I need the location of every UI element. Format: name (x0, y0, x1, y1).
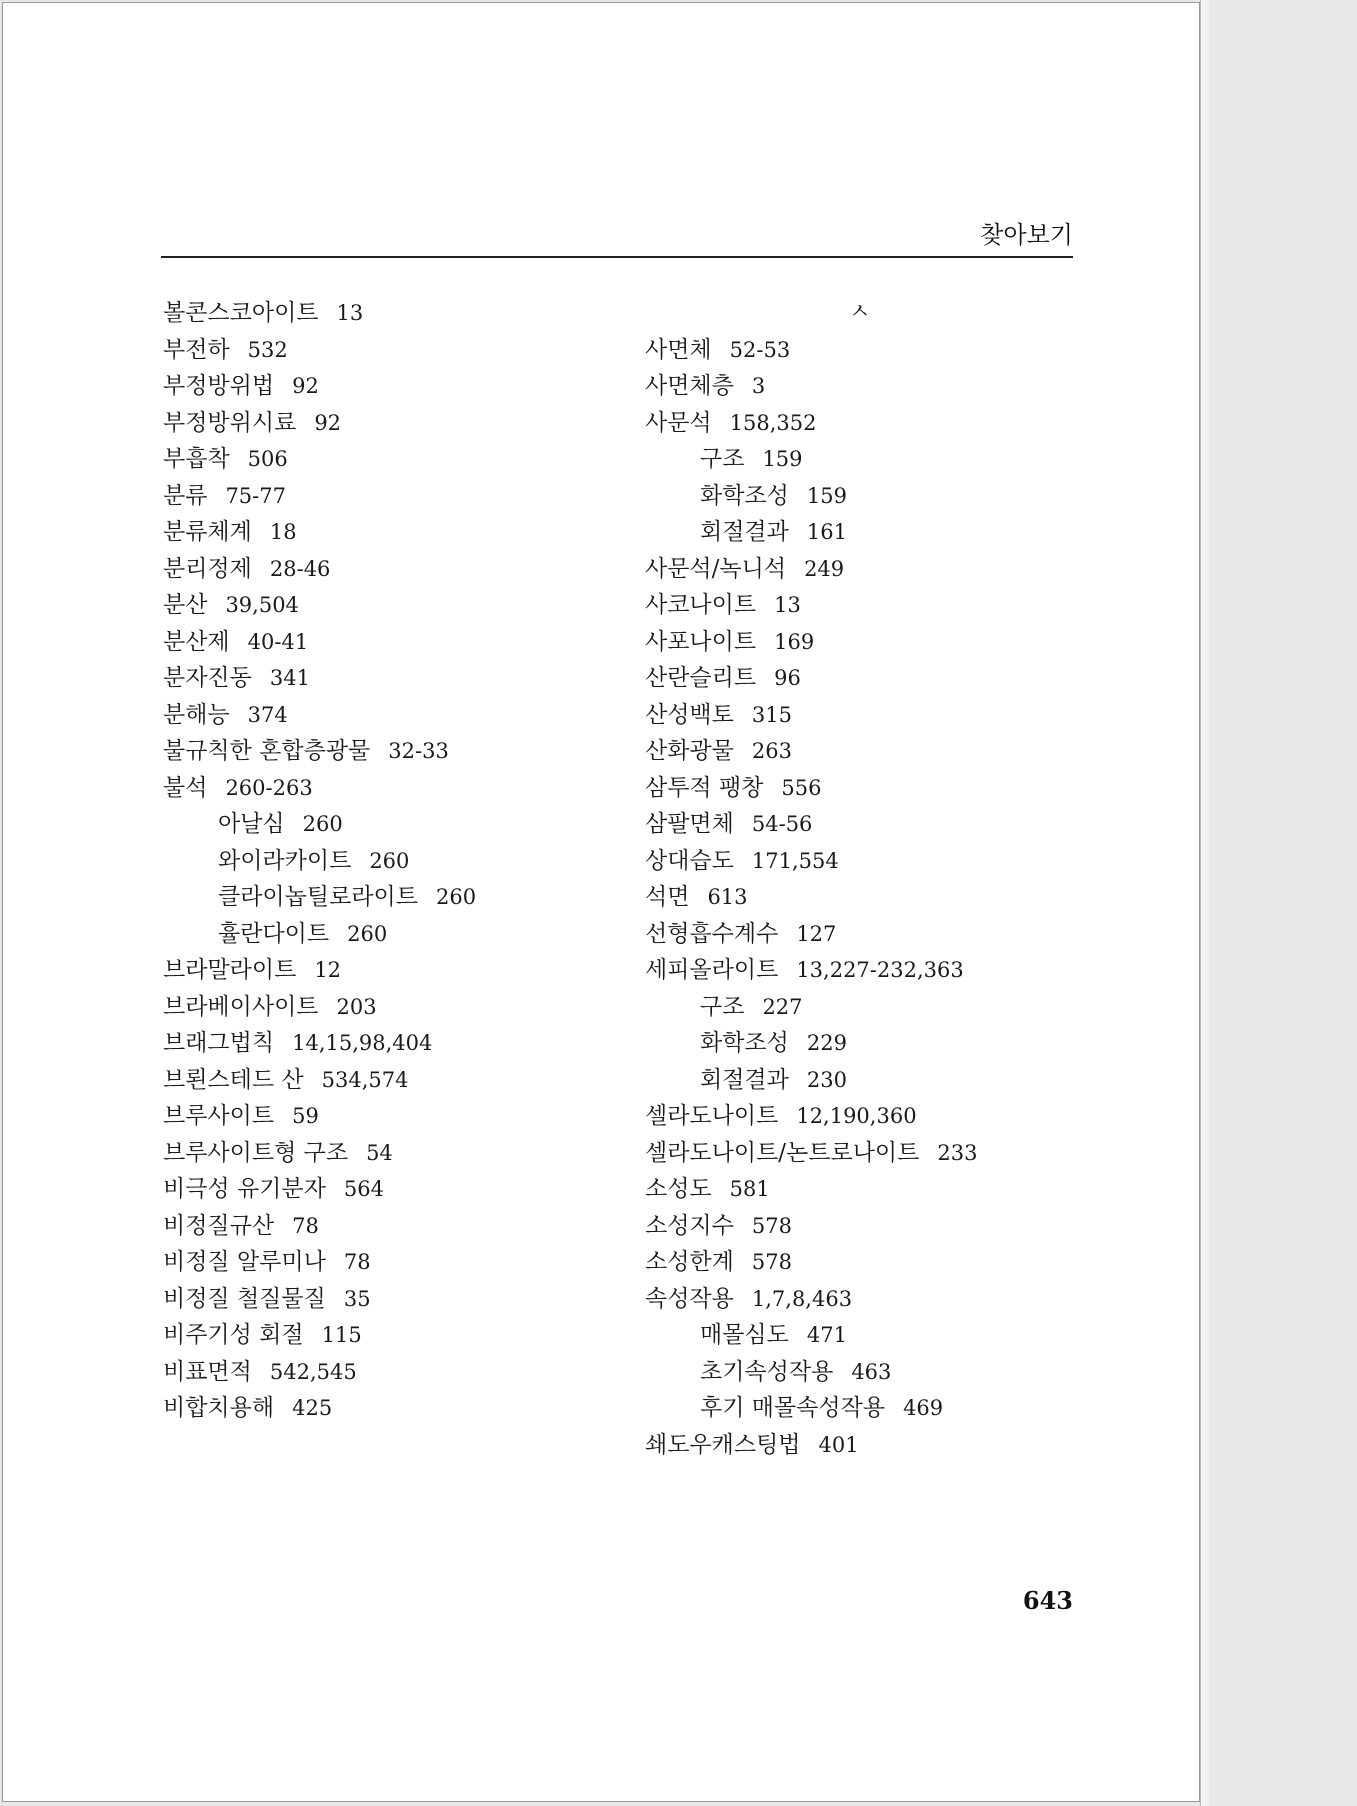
index-term: 분리정제 (163, 555, 252, 582)
index-pages: 92 (314, 410, 342, 435)
index-term: 브래그법칙 (163, 1030, 275, 1056)
index-term: 선형흡수계수 (645, 920, 779, 947)
index-pages: 115 (321, 1323, 362, 1347)
index-term: 분해능 (163, 701, 230, 728)
index-term: 휼란다이트 (218, 920, 330, 947)
index-term: 부정방위법 (163, 373, 275, 399)
index-term: 상대습도 (645, 847, 734, 874)
index-column-right (645, 295, 977, 1463)
index-pages: 12 (314, 958, 342, 982)
index-term: 사문석 (645, 409, 712, 436)
index-term: 화학조성 (700, 482, 789, 509)
index-entry (163, 1171, 476, 1208)
index-pages: 18 (269, 520, 297, 544)
index-term: 비정질규산 (163, 1212, 275, 1239)
index-term: 분산제 (163, 628, 230, 655)
index-pages: 341 (269, 666, 310, 690)
index-pages: 471 (806, 1323, 847, 1347)
index-subentry (645, 514, 977, 551)
index-entry (163, 332, 476, 369)
index-column-left (163, 295, 476, 1427)
index-pages: 158,352 (729, 410, 817, 435)
index-term: 와이라카이트 (218, 847, 352, 874)
index-pages: 127 (796, 921, 837, 946)
index-entry (163, 1135, 476, 1172)
index-subentry (645, 1062, 977, 1099)
index-entry (163, 1062, 476, 1099)
section-letter: ㅅ (849, 300, 871, 325)
index-entry (645, 697, 977, 734)
index-entry (645, 1281, 977, 1318)
index-pages: 532 (247, 337, 288, 362)
index-subentry (645, 1390, 977, 1427)
index-pages: 374 (247, 702, 288, 727)
index-term: 비표면적 (163, 1358, 252, 1385)
index-entry (645, 1098, 977, 1135)
index-pages: 32-33 (388, 739, 449, 763)
index-entry (163, 1244, 476, 1281)
index-term: 석면 (645, 884, 690, 910)
index-pages: 230 (806, 1067, 847, 1092)
index-pages: 13,227-232,363 (796, 958, 964, 982)
index-subentry (163, 843, 476, 880)
index-term: 사코나이트 (645, 592, 757, 618)
index-pages: 425 (292, 1396, 333, 1420)
index-term: 분자진동 (163, 665, 252, 691)
book-page (2, 2, 1200, 1802)
index-pages: 54 (366, 1140, 393, 1165)
index-pages: 578 (751, 1250, 792, 1274)
index-pages: 13 (774, 593, 801, 617)
index-term: 브루사이트형 구조 (163, 1139, 349, 1166)
index-pages: 260 (369, 848, 410, 873)
index-term: 브라베이사이트 (163, 993, 319, 1020)
running-head: 찾아보기 (980, 221, 1073, 249)
index-term: 삼팔면체 (645, 811, 734, 837)
index-entry (163, 587, 476, 624)
index-pages: 35 (343, 1286, 371, 1311)
index-term: 삼투적 팽창 (645, 774, 764, 801)
index-pages: 263 (751, 739, 792, 763)
header-rule (161, 256, 1073, 258)
index-entry (163, 551, 476, 588)
index-subentry (163, 879, 476, 916)
index-term: 분산 (163, 592, 208, 618)
index-entry (163, 1317, 476, 1354)
index-entry (645, 952, 977, 989)
index-subentry (645, 1317, 977, 1354)
index-entry (645, 660, 977, 697)
index-entry (645, 770, 977, 807)
index-pages: 161 (806, 520, 847, 544)
index-entry (645, 806, 977, 843)
index-pages: 249 (804, 556, 845, 581)
index-term: 부흡착 (163, 446, 230, 472)
index-entry (645, 1427, 977, 1464)
index-term: 불규칙한 혼합층광물 (163, 738, 371, 764)
index-term: 사문석/녹니석 (645, 555, 787, 582)
index-term: 회절결과 (700, 519, 789, 545)
index-term: 쇄도우캐스팅법 (645, 1431, 801, 1458)
index-term: 소성한계 (645, 1249, 734, 1275)
index-entry (645, 405, 977, 442)
index-pages: 3 (751, 374, 766, 398)
index-term: 셀라도나이트 (645, 1103, 779, 1129)
index-pages: 229 (806, 1031, 847, 1055)
index-pages: 159 (806, 483, 847, 508)
index-pages: 203 (336, 994, 377, 1019)
index-pages: 315 (751, 702, 792, 727)
index-pages: 227 (762, 994, 803, 1019)
index-entry (645, 624, 977, 661)
index-term: 셀라도나이트/논트로나이트 (645, 1139, 920, 1166)
index-pages: 78 (343, 1250, 371, 1274)
index-pages: 401 (818, 1432, 859, 1457)
index-term: 산란슬리트 (645, 665, 757, 691)
index-entry (163, 624, 476, 661)
index-pages: 39,504 (225, 593, 299, 617)
index-term: 비주기성 회절 (163, 1322, 304, 1348)
index-term: 사면체층 (645, 373, 734, 399)
index-term: 브뢴스테드 산 (163, 1066, 304, 1093)
index-term: 아날심 (218, 811, 285, 837)
index-term: 초기속성작용 (700, 1358, 834, 1385)
index-pages: 542,545 (269, 1359, 357, 1384)
index-pages: 14,15,98,404 (292, 1031, 433, 1055)
index-pages: 463 (851, 1359, 892, 1384)
index-entry (645, 733, 977, 770)
index-entry (645, 587, 977, 624)
index-term: 구조 (700, 446, 745, 472)
index-term: 속성작용 (645, 1285, 734, 1312)
index-pages: 12,190,360 (796, 1104, 917, 1128)
index-pages: 578 (751, 1213, 792, 1238)
index-subentry (163, 916, 476, 953)
index-pages: 534,574 (321, 1067, 409, 1092)
index-pages: 469 (903, 1396, 944, 1420)
index-pages: 556 (781, 775, 822, 800)
index-term: 구조 (700, 993, 745, 1020)
index-entry (645, 1135, 977, 1172)
index-subentry (645, 1025, 977, 1062)
index-pages: 233 (937, 1140, 978, 1165)
index-pages: 1,7,8,463 (751, 1286, 853, 1311)
index-term: 비극성 유기분자 (163, 1176, 326, 1202)
index-pages: 52-53 (729, 337, 791, 362)
page-edge (1200, 0, 1209, 1806)
index-entry (645, 916, 977, 953)
index-entry (163, 770, 476, 807)
index-entry (645, 843, 977, 880)
index-entry (163, 952, 476, 989)
index-pages: 78 (292, 1213, 319, 1238)
index-subentry (645, 441, 977, 478)
index-term: 사면체 (645, 336, 712, 363)
index-entry (163, 441, 476, 478)
index-term: 브라말라이트 (163, 957, 297, 983)
index-entry (645, 1171, 977, 1208)
index-term: 사포나이트 (645, 628, 757, 655)
index-pages: 613 (707, 885, 748, 909)
index-term: 분류체계 (163, 519, 252, 545)
index-term: 매몰심도 (700, 1322, 789, 1348)
index-term: 소성도 (645, 1176, 712, 1202)
index-entry (163, 1208, 476, 1245)
index-entry (163, 368, 476, 405)
page-number: 643 (1022, 1586, 1073, 1615)
index-entry (163, 478, 476, 515)
index-entry (163, 660, 476, 697)
index-term: 비정질 철질물질 (163, 1285, 326, 1312)
index-entry (163, 1025, 476, 1062)
index-entry (645, 1208, 977, 1245)
index-term: 후기 매몰속성작용 (700, 1395, 886, 1421)
index-pages: 40-41 (247, 629, 309, 654)
index-pages: 260 (435, 885, 477, 909)
index-term: 불석 (163, 774, 208, 801)
index-term: 브루사이트 (163, 1103, 275, 1129)
index-pages: 260-263 (225, 775, 313, 800)
index-subentry (645, 1354, 977, 1391)
index-entry (163, 733, 476, 770)
index-entry (163, 1281, 476, 1318)
index-entry (645, 1244, 977, 1281)
index-entry (645, 879, 977, 916)
index-pages: 13 (336, 301, 364, 325)
index-term: 산성백토 (645, 701, 734, 728)
index-entry (163, 405, 476, 442)
index-term: 부전하 (163, 336, 230, 363)
index-entry (645, 368, 977, 405)
index-entry (163, 1354, 476, 1391)
index-term: 세피올라이트 (645, 957, 779, 983)
index-pages: 260 (302, 812, 343, 836)
index-entry (163, 697, 476, 734)
index-pages: 59 (292, 1104, 319, 1128)
index-entry (163, 989, 476, 1026)
index-term: 부정방위시료 (163, 409, 297, 436)
index-pages: 96 (774, 666, 801, 690)
index-entry (645, 332, 977, 369)
index-pages: 169 (774, 629, 815, 654)
index-pages: 28-46 (269, 556, 331, 581)
index-term: 비정질 알루미나 (163, 1249, 326, 1275)
index-pages: 260 (347, 921, 388, 946)
index-entry (163, 295, 476, 332)
index-entry (163, 1390, 476, 1427)
index-term: 비합치용해 (163, 1395, 275, 1421)
index-pages: 171,554 (751, 848, 839, 873)
index-term: 볼콘스코아이트 (163, 300, 319, 326)
index-term: 산화광물 (645, 738, 734, 764)
index-term: 클라이놉틸로라이트 (218, 884, 418, 910)
index-pages: 581 (729, 1177, 770, 1201)
index-term: 분류 (163, 482, 208, 509)
index-pages: 564 (343, 1177, 384, 1201)
index-term: 소성지수 (645, 1212, 734, 1239)
index-pages: 75-77 (225, 483, 286, 508)
index-subentry (163, 806, 476, 843)
index-pages: 54-56 (751, 812, 813, 836)
index-pages: 92 (292, 374, 319, 398)
index-pages: 506 (247, 447, 288, 471)
index-entry (163, 514, 476, 551)
index-entry (645, 551, 977, 588)
index-entry (163, 1098, 476, 1135)
index-subentry (645, 478, 977, 515)
index-pages: 159 (762, 447, 803, 471)
index-term: 회절결과 (700, 1066, 789, 1093)
index-subentry (645, 989, 977, 1026)
index-term: 화학조성 (700, 1030, 789, 1056)
